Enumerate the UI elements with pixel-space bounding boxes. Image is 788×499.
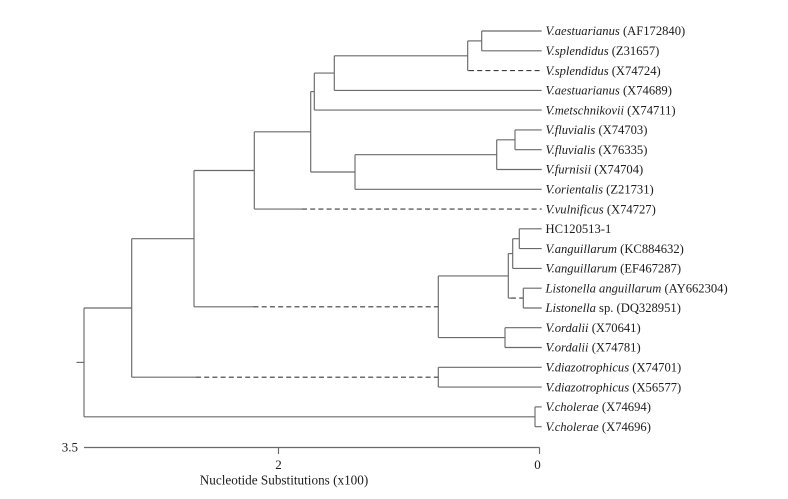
leaf-label-12: V.anguillarum (KC884632) — [545, 241, 684, 256]
leaf-label-18: V.diazotrophicus (X74701) — [545, 360, 682, 375]
leaf-label-8: V.furnisii (X74704) — [545, 162, 644, 177]
leaf-label-3: V.splendidus (X74724) — [545, 63, 661, 78]
axis-tick-label-2: 2 — [275, 457, 282, 472]
axis-title: Nucleotide Substitutions (x100) — [199, 472, 369, 488]
leaf-label-19: V.diazotrophicus (X56577) — [545, 380, 682, 395]
scale-axis — [62, 440, 541, 488]
leaf-label-17: V.ordalii (X74781) — [545, 340, 641, 355]
leaf-label-14: Listonella anguillarum (AY662304) — [545, 281, 728, 296]
leaf-label-6: V.fluvialis (X74703) — [545, 123, 648, 138]
axis-tick-label-0: 0 — [534, 457, 541, 472]
leaf-labels — [545, 24, 728, 434]
leaf-label-21: V.cholerae (X74696) — [545, 419, 651, 434]
leaf-label-16: V.ordalii (X70641) — [545, 320, 641, 335]
leaf-label-13: V.anguillarum (EF467287) — [545, 261, 682, 276]
leaf-label-10: V.vulnificus (X74727) — [545, 202, 656, 217]
leaf-label-2: V.splendidus (Z31657) — [545, 44, 660, 58]
leaf-label-1: V.aestuarianus (AF172840) — [545, 24, 686, 39]
leaf-label-4: V.aestuarianus (X74689) — [545, 83, 672, 98]
leaf-label-20: V.cholerae (X74694) — [545, 400, 651, 415]
axis-min-label: 3.5 — [61, 439, 78, 455]
leaf-label-15: Listonella sp. (DQ328951) — [545, 301, 681, 316]
leaf-label-7: V.fluvialis (X76335) — [545, 142, 648, 157]
tree-branches — [77, 31, 542, 454]
leaf-label-5: V.metschnikovii (X74711) — [545, 103, 676, 118]
leaf-label-11: HC120513-1 — [545, 222, 612, 236]
leaf-label-9: V.orientalis (Z21731) — [545, 182, 654, 197]
